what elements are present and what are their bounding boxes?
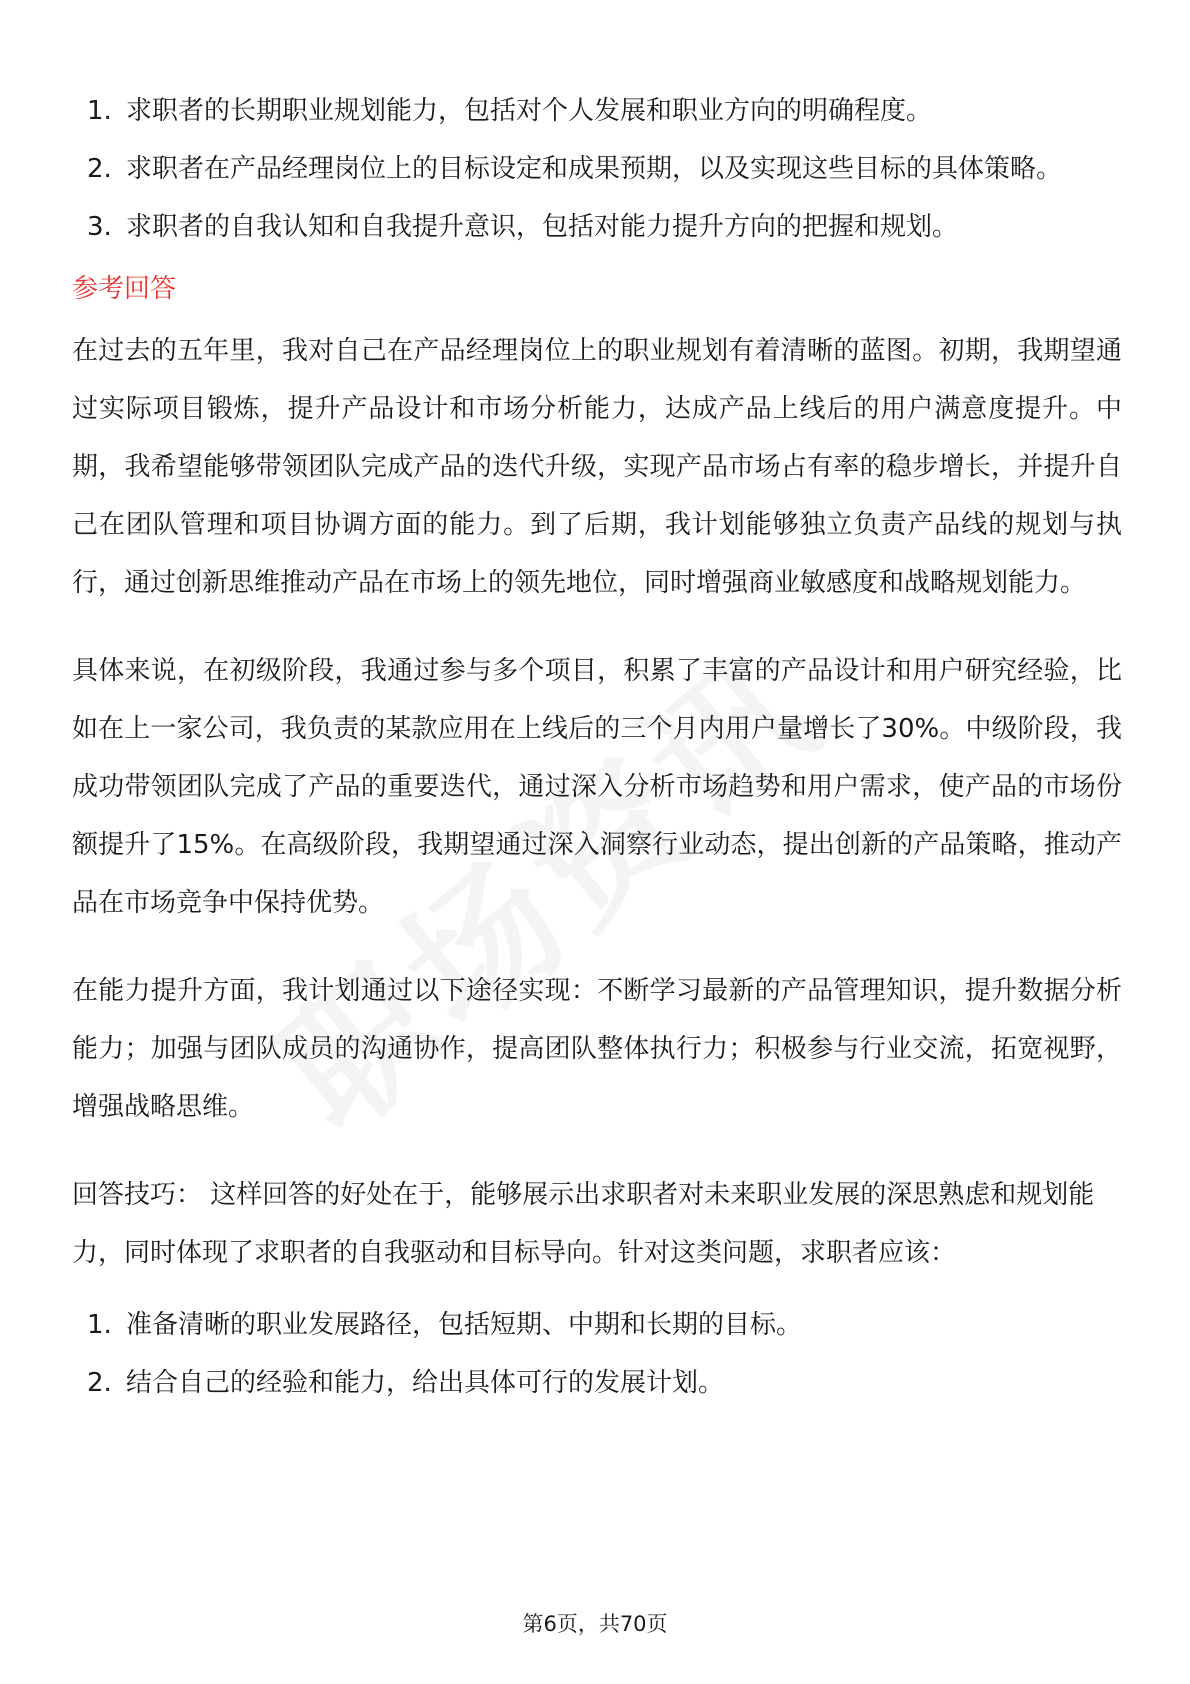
list-item-text: 准备清晰的职业发展路径，包括短期、中期和长期的目标。	[126, 1310, 803, 1340]
answer-tips-paragraph: 回答技巧： 这样回答的好处在于，能够展示出求职者对未来职业发展的深思熟虑和规划能力，同时体现了求职者的自我驱动和目标导向。针对这类问题，求职者应该：	[72, 1180, 1095, 1268]
answer-paragraph: 在能力提升方面，我计划通过以下途径实现：不断学习最新的产品管理知识，提升数据分析能力；加强与团队成员的沟通协作，提高团队整体执行力；积极参与行业交流，拓宽视野，增强战略思维。	[72, 976, 1122, 1122]
list-number: 2.	[87, 154, 112, 184]
section-title: 参考回答	[72, 274, 177, 304]
page-content	[72, 82, 1122, 1412]
list-item-text: 求职者的长期职业规划能力，包括对个人发展和职业方向的明确程度。	[126, 96, 933, 126]
list-number: 2.	[87, 1368, 112, 1398]
list-number: 3.	[87, 212, 112, 242]
list-item	[72, 1354, 1122, 1412]
list-item-text: 求职者的自我认知和自我提升意识，包括对能力提升方向的把握和规划。	[126, 212, 959, 242]
tips-list	[72, 1296, 1122, 1412]
list-item	[72, 82, 1122, 140]
page-number: 第6页，共70页	[522, 1612, 668, 1636]
list-item	[72, 198, 1122, 256]
list-item	[72, 1296, 1122, 1354]
evaluation-points-list	[72, 82, 1122, 256]
list-number: 1.	[87, 1310, 112, 1340]
answer-paragraph: 在过去的五年里，我对自己在产品经理岗位上的职业规划有着清晰的蓝图。初期，我期望通过实际项目锻炼，提升产品设计和市场分析能力，达成产品上线后的用户满意度提升。中期，我希望能够带领团队完成产品的迭代升级，实现产品市场占有率的稳步增长，并提升自己在团队管理和项目协调方面的能力。到了后期，我计划能够独立负责产品线的规划与执行，通过创新思维推动产品在市场上的领先地位，同时增强商业敏感度和战略规划能力。	[72, 336, 1122, 598]
answer-paragraph: 具体来说，在初级阶段，我通过参与多个项目，积累了丰富的产品设计和用户研究经验，比如在上一家公司，我负责的某款应用在上线后的三个月内用户量增长了30%。中级阶段，我成功带领团队完成了产品的重要迭代，通过深入分析市场趋势和用户需求，使产品的市场份额提升了15%。在高级阶段，我期望通过深入洞察行业动态，提出创新的产品策略，推动产品在市场竞争中保持优势。	[72, 656, 1122, 918]
list-number: 1.	[87, 96, 112, 126]
list-item-text: 结合自己的经验和能力，给出具体可行的发展计划。	[126, 1368, 725, 1398]
list-item	[72, 140, 1122, 198]
list-item-text: 求职者在产品经理岗位上的目标设定和成果预期，以及实现这些目标的具体策略。	[126, 154, 1063, 184]
